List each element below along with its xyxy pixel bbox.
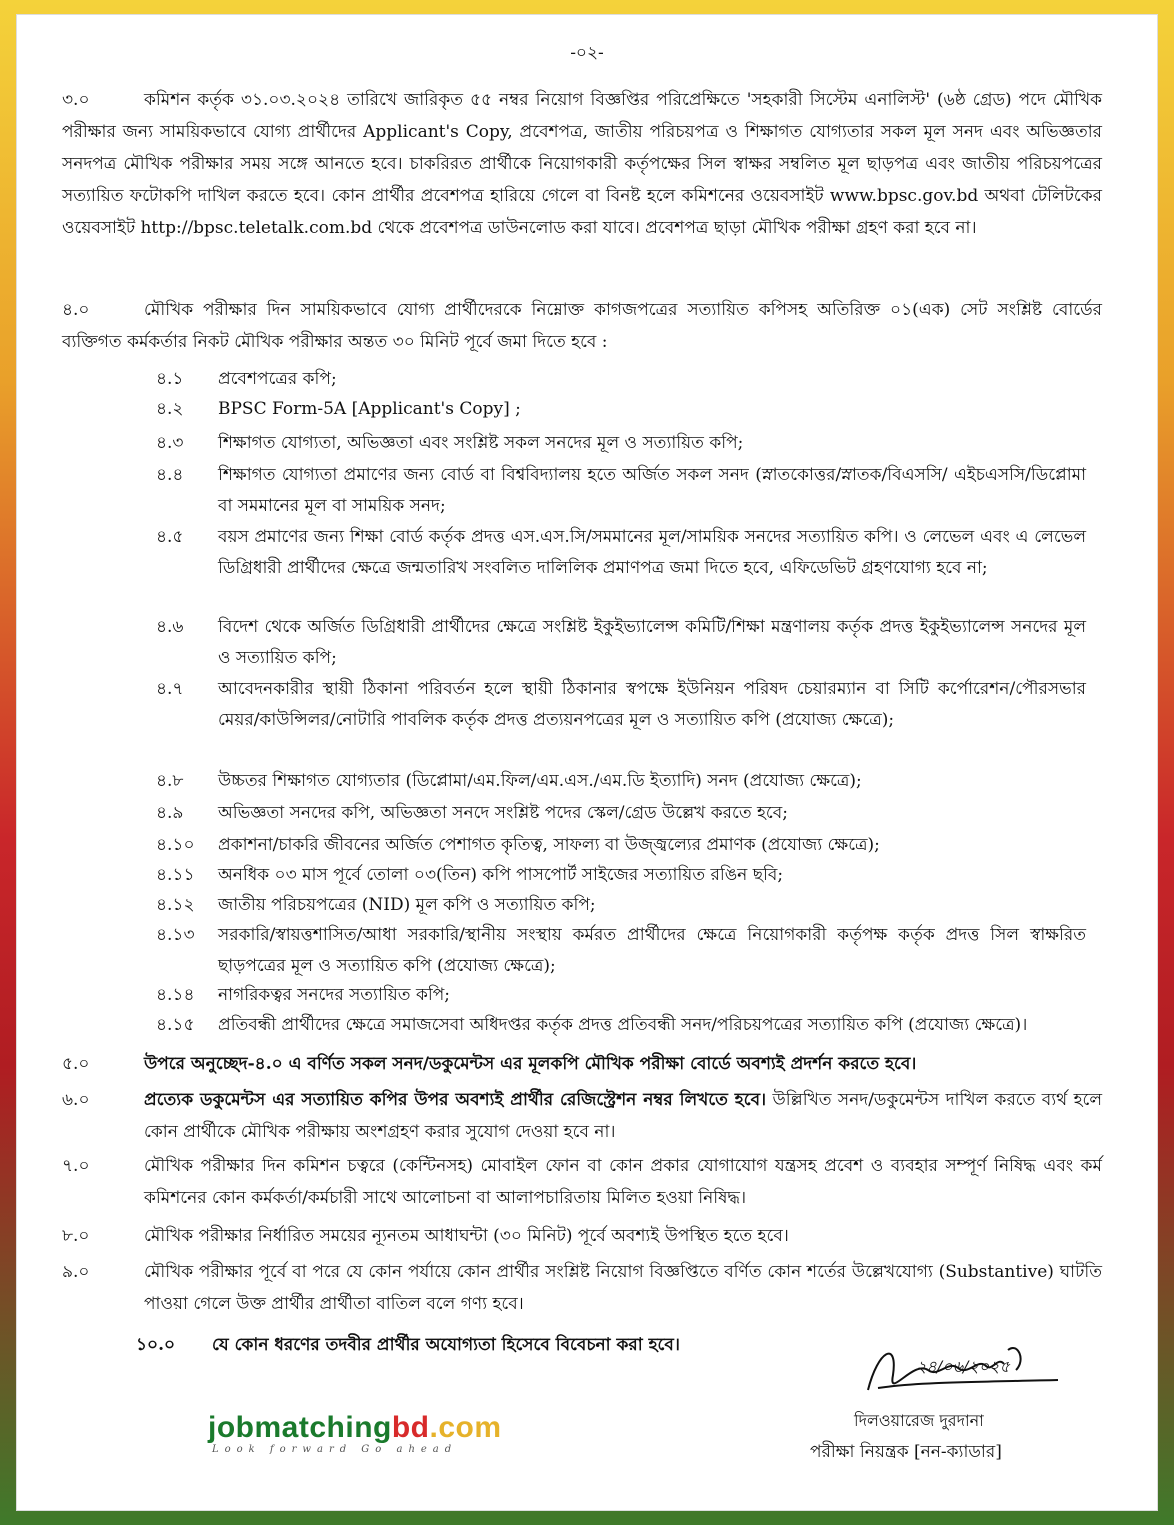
paragraph-3 bbox=[62, 84, 1102, 244]
section-number: ৮.০ bbox=[62, 1226, 90, 1246]
item-number: ৪.৩ bbox=[156, 433, 184, 453]
item-number: ৪.১ bbox=[156, 369, 184, 389]
item-text: নাগরিকত্বর সনদের সত্যায়িত কপি; bbox=[218, 985, 450, 1005]
item-number: ৪.৯ bbox=[156, 803, 184, 823]
paragraph-4 bbox=[62, 294, 1102, 358]
item-number: ৪.১১ bbox=[156, 865, 195, 885]
item-number: ৪.১৪ bbox=[156, 985, 195, 1005]
section-7 bbox=[62, 1150, 1102, 1214]
item-number: ৪.৬ bbox=[156, 617, 184, 637]
item-text: প্রবেশপত্রের কপি; bbox=[218, 369, 337, 389]
list-item bbox=[156, 428, 1086, 459]
item-number: ৪.৫ bbox=[156, 527, 184, 547]
list-item bbox=[156, 522, 1086, 584]
paragraph-number: ৪.০ bbox=[62, 300, 90, 320]
section-9 bbox=[62, 1256, 1102, 1320]
section-number: ৬.০ bbox=[62, 1090, 90, 1110]
item-text: সরকারি/স্বায়ত্তশাসিত/আধা সরকারি/স্থানীয় সংস্থায় কর্মরত প্রার্থীদের ক্ষেত্রে নিয়োগকারী কর্তৃপক্ষ কর্তৃক প্রদত্ত সিল স্বাক্ষরিত ছাড়পত্রের মূল ও সত্যায়িত কপি (প্রযোজ্য ক্ষেত্রে); bbox=[218, 925, 1086, 976]
item-text: প্রতিবন্ধী প্রার্থীদের ক্ষেত্রে সমাজসেবা অধিদপ্তর কর্তৃক প্রদত্ত প্রতিবন্ধী সনদ/পরিচয়পত্রের সত্যায়িত কপি (প্রযোজ্য ক্ষেত্রে)। bbox=[218, 1015, 1028, 1035]
item-number: ৪.১৫ bbox=[156, 1015, 195, 1035]
list-item bbox=[156, 460, 1086, 522]
section-text: উল্লিখিত সনদ/ডকুমেন্টস দাখিল করতে ব্যর্থ হলে কোন প্রার্থীকে মৌখিক পরীক্ষায় অংশগ্রহণ করার সুযোগ দেওয়া হবে না। bbox=[144, 1090, 1103, 1142]
section-6 bbox=[62, 1084, 1102, 1148]
list-item bbox=[156, 860, 1086, 891]
paragraph-number: ৩.০ bbox=[62, 90, 90, 110]
section-bold-text: উপরে অনুচ্ছেদ-৪.০ এ বর্ণিত সকল সনদ/ডকুমেন্টস এর মূলকপি মৌখিক পরীক্ষা বোর্ডে অবশ্যই প্রদর্শন করতে হবে। bbox=[144, 1054, 917, 1074]
list-item bbox=[156, 364, 1086, 395]
item-text: বয়স প্রমাণের জন্য শিক্ষা বোর্ড কর্তৃক প্রদত্ত এস.এস.সি/সমমানের মূল/সাময়িক সনদের সত্যায়িত কপি। ও লেভেল এবং এ লেভেল ডিগ্রিধারী প্রার্থীদের ক্ষেত্রে জন্মতারিখ সংবলিত দালিলিক প্রমাণপত্র জমা দিতে হবে, এফিডেভিট গ্রহণযোগ্য হবে না; bbox=[218, 527, 1086, 578]
watermark-tagline: Look forward Go ahead bbox=[212, 1444, 458, 1455]
list-item bbox=[156, 830, 1086, 861]
item-text: বিদেশ থেকে অর্জিত ডিগ্রিধারী প্রার্থীদের ক্ষেত্রে সংশ্লিষ্ট ইকুইভ্যালেন্স কমিটি/শিক্ষা মন্ত্রণালয় কর্তৃক প্রদত্ত ইকুইভ্যালেন্স সনদের মূল ও সত্যায়িত কপি; bbox=[218, 617, 1086, 668]
list-item bbox=[156, 980, 1086, 1011]
signature-date: ২৪/০৬/২০২৫ bbox=[916, 1357, 1010, 1376]
item-text: উচ্চতর শিক্ষাগত যোগ্যতার (ডিপ্লোমা/এম.ফিল/এম.এস./এম.ডি ইত্যাদি) সনদ (প্রযোজ্য ক্ষেত্রে); bbox=[218, 771, 862, 791]
section-number: ৭.০ bbox=[62, 1156, 90, 1176]
list-item bbox=[156, 674, 1086, 736]
list-item bbox=[156, 1010, 1086, 1041]
section-number: ৫.০ bbox=[62, 1054, 90, 1074]
item-text: আবেদনকারীর স্থায়ী ঠিকানা পরিবর্তন হলে স্থায়ী ঠিকানার স্বপক্ষে ইউনিয়ন পরিষদ চেয়ারম্যান বা সিটি কর্পোরেশন/পৌরসভার মেয়র/কাউন্সিলর/নোটারি পাবলিক কর্তৃক প্রদত্ত প্রত্যয়নপত্রের মূল ও সত্যায়িত কপি (প্রযোজ্য ক্ষেত্রে); bbox=[218, 679, 1086, 730]
item-number: ৪.১৩ bbox=[156, 925, 195, 945]
list-item bbox=[156, 890, 1086, 921]
list-item bbox=[156, 394, 1086, 425]
list-item bbox=[156, 766, 1086, 797]
item-number: ৪.৭ bbox=[156, 679, 184, 699]
item-text: শিক্ষাগত যোগ্যতা প্রমাণের জন্য বোর্ড বা বিশ্ববিদ্যালয় হতে অর্জিত সকল সনদ (স্নাতকোত্তর/স্নাতক/বিএসসি/ এইচএসসি/ডিপ্লোমা বা সমমানের মূল বা সাময়িক সনদ; bbox=[218, 465, 1086, 516]
item-text: BPSC Form-5A [Applicant's Copy] ; bbox=[218, 399, 521, 419]
section-text: মৌখিক পরীক্ষার দিন কমিশন চত্বরে (কেন্টিনসহ) মোবাইল ফোন বা কোন প্রকার যোগাযোগ যন্ত্রসহ প্রবেশ ও ব্যবহার সম্পূর্ণ নিষিদ্ধ এবং কর্ম কমিশনের কোন কর্মকর্তা/কর্মচারী সাথে আলোচনা বা আলাপচারিতায় মিলিত হওয়া নিষিদ্ধ। bbox=[144, 1156, 1102, 1208]
section-number: ১০.০ bbox=[136, 1335, 176, 1355]
item-text: অভিজ্ঞতা সনদের কপি, অভিজ্ঞতা সনদে সংশ্লিষ্ট পদের স্কেল/গ্রেড উল্লেখ করতে হবে; bbox=[218, 803, 788, 823]
page-number: -০২- bbox=[570, 43, 604, 63]
section-number: ৯.০ bbox=[62, 1262, 90, 1282]
item-number: ৪.৮ bbox=[156, 771, 184, 791]
signatory-name: দিলওয়ারেজ দুরদানা bbox=[854, 1411, 984, 1430]
item-number: ৪.২ bbox=[156, 399, 184, 419]
document-page bbox=[16, 14, 1158, 1511]
section-text: মৌখিক পরীক্ষার পূর্বে বা পরে যে কোন পর্যায়ে কোন প্রার্থীর সংশ্লিষ্ট নিয়োগ বিজ্ঞপ্তিতে বর্ণিত কোন শর্তের উল্লেখযোগ্য (Substantive) ঘাটতি পাওয়া গেলে উক্ত প্রার্থীর প্রার্থীতা বাতিল বলে গণ্য হবে। bbox=[144, 1262, 1102, 1314]
item-text: শিক্ষাগত যোগ্যতা, অভিজ্ঞতা এবং সংশ্লিষ্ট সকল সনদের মূল ও সত্যায়িত কপি; bbox=[218, 433, 744, 453]
section-text: যে কোন ধরণের তদবীর প্রার্থীর অযোগ্যতা হিসেবে বিবেচনা করা হবে। bbox=[212, 1335, 680, 1355]
section-5 bbox=[62, 1048, 1102, 1080]
list-item bbox=[156, 798, 1086, 829]
watermark-logo: jobmatchingbd.com bbox=[208, 1411, 502, 1444]
paragraph-text: কমিশন কর্তৃক ৩১.০৩.২০২৪ তারিখে জারিকৃত ৫৫ নম্বর নিয়োগ বিজ্ঞপ্তির পরিপ্রেক্ষিতে 'সহকারী সিস্টেম এনালিস্ট' (৬ষ্ঠ গ্রেড) পদে মৌখিক পরীক্ষার জন্য সাময়িকভাবে যোগ্য প্রার্থীদের Applicant's Copy, প্রবেশপত্র, জাতীয় পরিচয়পত্র ও শিক্ষাগত যোগ্যতার সকল মূল সনদ এবং অভিজ্ঞতার সনদপত্র মৌখিক পরীক্ষার সময় সঙ্গে আনতে হবে। চাকরিরত প্রার্থীকে নিয়োগকারী কর্তৃপক্ষের সিল স্বাক্ষর সম্বলিত মূল ছাড়পত্র এবং জাতীয় পরিচয়পত্রের সত্যায়িত ফটোকপি দাখিল করতে হবে। কোন প্রার্থীর প্রবেশপত্র হারিয়ে গেলে বা বিনষ্ট হলে কমিশনের ওয়েবসাইট www.bpsc.gov.bd অথবা টেলিটকের ওয়েবসাইট http://bpsc.teletalk.com.bd থেকে প্রবেশপত্র ডাউনলোড করা যাবে। প্রবেশপত্র ছাড়া মৌখিক পরীক্ষা গ্রহণ করা হবে না। bbox=[62, 90, 1102, 238]
item-text: প্রকাশনা/চাকরি জীবনের অর্জিত পেশাগত কৃতিত্ব, সাফল্য বা উজ্জ্বল্যের প্রমাণক (প্রযোজ্য ক্ষেত্রে); bbox=[218, 835, 880, 855]
section-10 bbox=[136, 1332, 680, 1360]
item-number: ৪.১০ bbox=[156, 835, 195, 855]
signatory-title: পরীক্ষা নিয়ন্ত্রক [নন-ক্যাডার] bbox=[810, 1442, 1002, 1462]
item-number: ৪.৪ bbox=[156, 465, 184, 485]
item-text: জাতীয় পরিচয়পত্রের (NID) মূল কপি ও সত্যায়িত কপি; bbox=[218, 895, 596, 915]
list-item bbox=[156, 612, 1086, 674]
section-text: মৌখিক পরীক্ষার নির্ধারিত সময়ের ন্যূনতম আধাঘন্টা (৩০ মিনিট) পূর্বে অবশ্যই উপস্থিত হতে হবে। bbox=[144, 1226, 789, 1246]
item-text: অনধিক ০৩ মাস পূর্বে তোলা ০৩(তিন) কপি পাসপোর্ট সাইজের সত্যায়িত রঙিন ছবি; bbox=[218, 865, 784, 885]
section-bold-text: প্রত্যেক ডকুমেন্টস এর সত্যায়িত কপির উপর অবশ্যই প্রার্থীর রেজিস্ট্রেশন নম্বর লিখতে হবে। bbox=[144, 1090, 767, 1110]
item-number: ৪.১২ bbox=[156, 895, 195, 915]
paragraph-text: মৌখিক পরীক্ষার দিন সাময়িকভাবে যোগ্য প্রার্থীদেরকে নিম্নোক্ত কাগজপত্রের সত্যায়িত কপিসহ অতিরিক্ত ০১(এক) সেট সংশ্লিষ্ট বোর্ডের ব্যক্তিগত কর্মকর্তার নিকট মৌখিক পরীক্ষার অন্তত ৩০ মিনিট পূর্বে জমা দিতে হবে : bbox=[62, 300, 1102, 352]
list-item bbox=[156, 920, 1086, 982]
section-8 bbox=[62, 1220, 1102, 1252]
